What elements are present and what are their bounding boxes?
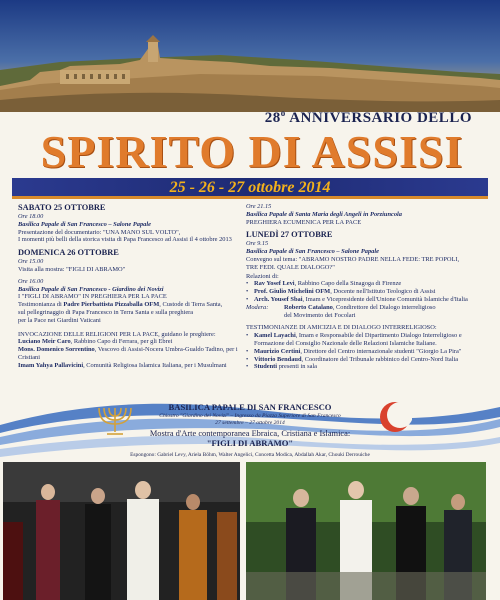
main-title: SPIRITO DI ASSISI — [40, 126, 464, 177]
event-line: I "FIGLI DI ABRAMO" IN PREGHIERA PER LA PACE — [18, 293, 167, 301]
section-title: TESTIMONIANZE DI AMICIZIA E DI DIALOGO INTERRELIGIOSO: — [246, 324, 437, 332]
event-time: Ore 16.00 — [18, 277, 44, 285]
speaker-line: Luciano Meir Caro, Rabbino Capo di Ferrara, per gli Ebrei — [18, 338, 173, 346]
invocazione-section — [18, 331, 250, 370]
event-time: Ore 9.15 — [246, 240, 269, 248]
interfaith-leaders-photo-right — [246, 462, 486, 600]
day-heading: LUNEDÌ 27 OTTOBRE — [246, 230, 333, 240]
event-place: Basilica Papale di San Francesco – Salone Papale — [18, 220, 151, 228]
exhibit-title: "FIGLI DI ABRAMO" — [206, 438, 294, 448]
saturday-event — [18, 203, 250, 244]
bullet-icon: • — [246, 332, 249, 340]
testimonianze-section — [246, 324, 482, 371]
event-time: Ore 18.00 — [18, 213, 44, 220]
exhibit-line: Mostra d'Arte contemporanea Ebraica, Cristiana e Islamica: — [149, 429, 351, 438]
day-heading: DOMENICA 26 OTTOBRE — [18, 248, 119, 258]
event-line: per la Pace nei Giardini Vaticani — [18, 316, 101, 324]
event-line: I momenti più belli della storica visita di Papa Francesco ad Assisi il 4 ottobre 2013 — [18, 236, 232, 244]
event-line: Visita alla mostra: "FIGLI DI ABRAMO" — [18, 265, 126, 273]
event-place: Basilica Papale di San Francesco – Salone Papale — [246, 248, 379, 256]
testimone-item: • Vittorio Bendaud, Coordinatore del Tribunale rabbinico del Centro-Nord Italia — [246, 355, 459, 363]
moderator-line: Modera: Roberto Catalano, Condirettore del Dialogo interreligioso del Movimento dei Focolari — [246, 303, 436, 319]
sunday-event — [18, 248, 250, 324]
speaker-line: Imam Yahya Pallavicini, Comunità Religiosa Islamica Italiana, per i Musulmani — [18, 361, 227, 369]
day-heading: SABATO 25 OTTOBRE — [18, 203, 106, 212]
relazioni-label: Relazioni di: — [246, 272, 279, 280]
bullet-icon: • — [246, 355, 249, 363]
event-line: Presentazione del documentario: "UNA MANO SUL VOLTO", — [18, 228, 181, 236]
interfaith-leaders-photo-left — [3, 462, 240, 600]
assisi-panorama-photo — [0, 0, 500, 112]
speaker-line: Mons. Domenico Sorrentino, Vescovo di Assisi-Nocera Umbra-Gualdo Tadino, per i Cristiani — [18, 346, 238, 361]
event-time: Ore 21.15 — [246, 203, 272, 210]
event-line: sul pellegrinaggio di Papa Francesco in Terra Santa e sulla preghiera — [18, 308, 194, 316]
artists-line: Espongono: Gabriel Levy, Ariela Böhm, Walter Angelici, Concetta Modica, Abdallah Akar, Chouki Derrouiche — [130, 452, 370, 458]
relatore-item: • Prof. Giulio Michelini OFM, Docente nell'Istituto Teologico di Assisi — [246, 288, 436, 296]
bullet-icon: • — [246, 288, 249, 296]
event-line: PREGHIERA ECUMENICA PER LA PACE — [246, 218, 362, 226]
sunday-evening-event — [246, 203, 482, 226]
section-title: INVOCAZIONE DELLE RELIGIONI PER LA PACE, guidano le preghiere: — [18, 330, 216, 338]
event-line: Testimonianza di Padre Pierbattista Pizzaballa OFM, Custode di Terra Santa, — [18, 301, 223, 309]
venue-subtitle: Chiostro "Giardino dei Novizi" – Ingresso da Piazza Superiore di San Francesco — [159, 413, 341, 419]
event-place: Basilica Papale di Santa Maria degli Angeli in Porziuncola — [246, 210, 402, 218]
testimone-item: • Kamel Layachi, Imam e Responsabile del Dipartimento Dialogo Interreligioso e Formazione del Consiglio Nazionale delle Relazioni Islamiche Italiane. — [246, 332, 462, 347]
event-time: Ore 15.00 — [18, 258, 44, 266]
event-dates: 25 - 26 - 27 ottobre 2014 — [169, 179, 331, 196]
bullet-icon: • — [246, 347, 249, 355]
relatore-item: • Arch. Yousef Sbai, Imam e Vicepresidente dell'Unione Comunità Islamiche d'Italia — [246, 295, 468, 303]
venue-title: BASILICA PAPALE DI SAN FRANCESCO — [168, 402, 332, 412]
bullet-icon: • — [246, 363, 249, 371]
monday-event — [246, 230, 482, 319]
testimone-item: • Maurizio Certini, Direttore del Centro internazionale studenti "Giorgio La Pira" — [246, 347, 462, 355]
event-place: Basilica Papale di San Francesco - Giardino dei Novizi — [18, 285, 164, 293]
venue-dates: 27 settembre – 27 ottobre 2014 — [215, 420, 285, 426]
relatore-item: • Rav Yosef Levi, Rabbino Capo della Sinagoga di Firenze — [246, 280, 402, 288]
bullet-icon: • — [246, 280, 249, 288]
event-line: Convegno sul tema: "ABRAMO NOSTRO PADRE NELLA FEDE: TRE POPOLI, — [246, 255, 460, 263]
anniversary-heading: 28$^o$ ANNIVERSARIO DELLO — [264, 108, 472, 126]
bullet-icon: • — [246, 295, 249, 303]
event-line: TRE FEDI. QUALE DIALOGO?" — [246, 263, 335, 271]
program-right-column — [246, 203, 482, 375]
program-left-column — [18, 203, 250, 374]
testimone-item: • Studenti presenti in sala — [246, 363, 318, 371]
